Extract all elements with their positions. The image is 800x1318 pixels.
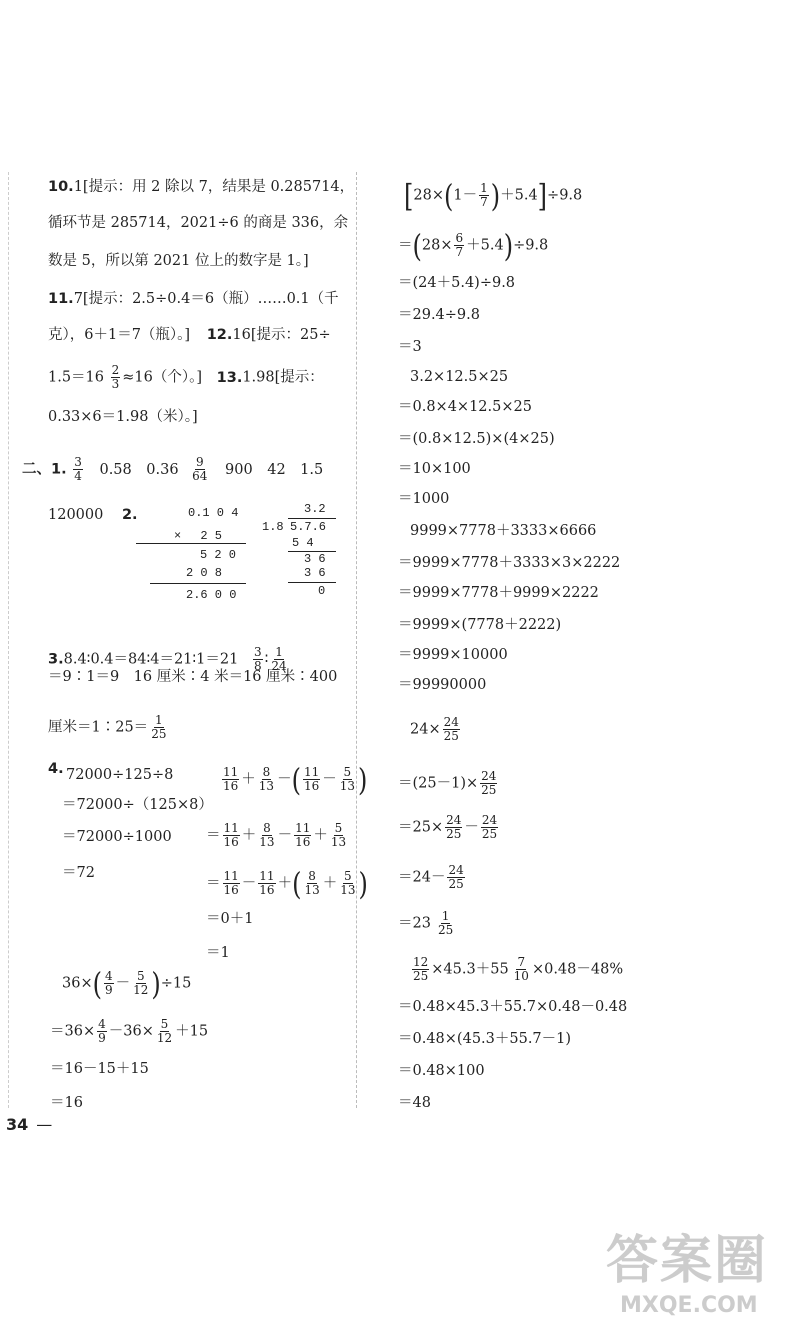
e2-line4: ＝10×100 bbox=[398, 461, 471, 477]
q3-line2: ＝9∶1＝9 16 厘米∶4 米＝16 厘米∶400 bbox=[48, 669, 338, 685]
calc3-line4: ＝16 bbox=[50, 1095, 83, 1111]
q10-line2: 循环节是 285714，2021÷6 的商是 336，余 bbox=[48, 215, 349, 231]
fraction-two-thirds: $\frac{2}{3}$ bbox=[111, 363, 120, 391]
q10-line1: 10.1[提示：用 2 除以 7，结果是 0.285714， bbox=[48, 179, 355, 195]
sec2-last-answer: 120000 2. bbox=[48, 507, 138, 523]
q10-line3: 数是 5，所以第 2021 位上的数字是 1。] bbox=[48, 253, 309, 269]
e1-line3: ＝(24＋5.4)÷9.8 bbox=[398, 275, 516, 291]
e4-line1: 24× $\frac{24}{25}$ bbox=[410, 715, 459, 743]
page-number: 34 — bbox=[6, 1115, 53, 1134]
e5-line1: $\frac{12}{25}$ ×45.3＋55 $\frac{7}{10}$ ×0.48－48% bbox=[413, 955, 624, 983]
watermark-logo-text: 答案圈 bbox=[606, 1231, 769, 1291]
calc1-line4: ＝72 bbox=[62, 865, 95, 881]
e2-line2: ＝0.8×4×12.5×25 bbox=[398, 399, 532, 415]
e5-line4: ＝0.48×100 bbox=[398, 1063, 485, 1079]
e3-line5: ＝9999×10000 bbox=[398, 647, 508, 663]
e1-line5: ＝3 bbox=[398, 339, 422, 355]
e4-line4: ＝24－ $\frac{24}{25}$ bbox=[398, 863, 464, 891]
e3-line4: ＝9999×(7778＋2222) bbox=[398, 617, 562, 633]
e1-line2: ＝(28× $\frac{6}{7}$ ＋5.4)÷9.8 bbox=[398, 227, 549, 264]
calc1-line1: 72000÷125÷8 bbox=[66, 767, 174, 783]
q13-line2: 0.33×6＝1.98（米）。] bbox=[48, 409, 198, 425]
e3-line1: 9999×7778＋3333×6666 bbox=[410, 523, 597, 539]
q3-line3: 厘米＝1∶25＝ $\frac{1}{25}$ bbox=[48, 713, 167, 741]
e1-line1: [28×(1－ $\frac{1}{7}$ )＋5.4]÷9.8 bbox=[404, 177, 583, 214]
calc2-line2: ＝ $\frac{11}{16}$ ＋ $\frac{8}{13}$ － $\frac{11}{16}$ ＋ $\frac{5}{13}$ bbox=[206, 821, 347, 849]
sec2-answers: 二、1. $\frac{3}{4}$ 0.58 0.36 $\frac{9}{64}$ 900 42 1.5 bbox=[22, 455, 324, 483]
calc2-line3: ＝ $\frac{11}{16}$ － $\frac{11}{16}$ ＋( $\frac{8}{13}$ ＋ $\frac{5}{13}$ ) bbox=[206, 865, 368, 902]
e2-line3: ＝(0.8×12.5)×(4×25) bbox=[398, 431, 555, 447]
q12-q13-line: 1.5＝16 $\frac{2}{3}$ ≈16（个）。] 13.1.98[提示： bbox=[48, 363, 324, 391]
calc3-line2: ＝36× $\frac{4}{9}$ －36× $\frac{5}{12}$ ＋15 bbox=[50, 1017, 209, 1045]
calc3-line3: ＝16－15＋15 bbox=[50, 1061, 149, 1077]
e3-line3: ＝9999×7778＋9999×2222 bbox=[398, 585, 599, 601]
e1-line4: ＝29.4÷9.8 bbox=[398, 307, 480, 323]
q3-line1: 3.8.4∶0.4＝84∶4＝21∶1＝21 $\frac{3}{8}$ ∶ $\frac{1}{24}$ bbox=[48, 645, 287, 673]
left-margin-rule bbox=[8, 172, 9, 1108]
column-divider bbox=[356, 172, 357, 1108]
e5-line3: ＝0.48×(45.3＋55.7－1) bbox=[398, 1031, 572, 1047]
e5-line2: ＝0.48×45.3＋55.7×0.48－0.48 bbox=[398, 999, 628, 1015]
e2-line1: 3.2×12.5×25 bbox=[410, 369, 509, 385]
watermark-url: MXQE.COM bbox=[620, 1293, 758, 1318]
e4-line5: ＝23 $\frac{1}{25}$ bbox=[398, 909, 454, 937]
calc2-line1: $\frac{11}{16}$ ＋ $\frac{8}{13}$ －( $\frac{11}{16}$ － $\frac{5}{13}$ ) bbox=[223, 761, 368, 798]
q4-label: 4. bbox=[48, 761, 64, 777]
e2-line5: ＝1000 bbox=[398, 491, 450, 507]
e5-line5: ＝48 bbox=[398, 1095, 431, 1111]
calc1-line2: ＝72000÷（125×8） bbox=[62, 797, 213, 813]
watermark bbox=[606, 1218, 768, 1318]
calc3-line1: 36×( $\frac{4}{9}$ － $\frac{5}{12}$ )÷15 bbox=[62, 965, 192, 1002]
e4-line3: ＝25× $\frac{24}{25}$ － $\frac{24}{25}$ bbox=[398, 813, 498, 841]
e3-line2: ＝9999×7778＋3333×3×2222 bbox=[398, 555, 621, 571]
q11-line1: 11.7[提示：2.5÷0.4＝6（瓶）……0.1（千 bbox=[48, 291, 339, 307]
calc2-line5: ＝1 bbox=[206, 945, 230, 961]
e4-line2: ＝(25－1)× $\frac{24}{25}$ bbox=[398, 769, 497, 797]
calc2-line4: ＝0＋1 bbox=[206, 911, 254, 927]
e3-line6: ＝99990000 bbox=[398, 677, 487, 693]
q11-q12-line: 克），6＋1＝7（瓶）。] 12.16[提示：25÷ bbox=[48, 327, 331, 343]
calc1-line3: ＝72000÷1000 bbox=[62, 829, 172, 845]
